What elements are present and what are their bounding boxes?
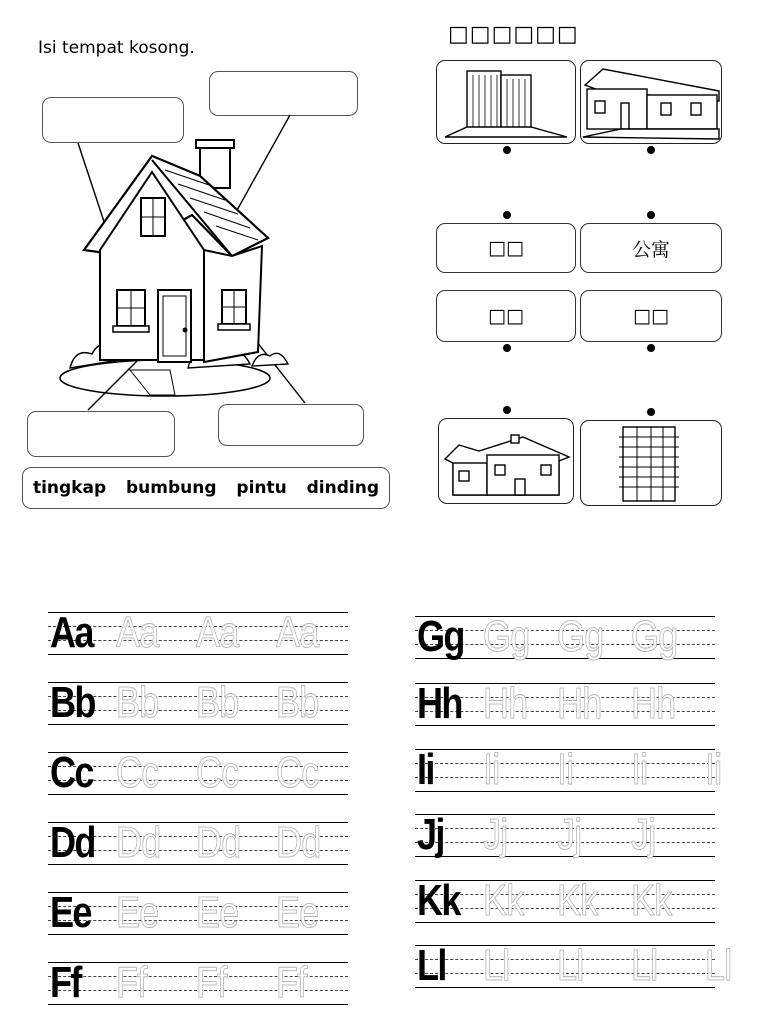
letter-pair: Ii [417, 745, 434, 794]
picture-terrace-house[interactable] [580, 60, 722, 144]
trace-letter: Bb [116, 678, 159, 727]
trace-letter: Ee [196, 888, 239, 937]
match-label[interactable]: □□ [436, 223, 576, 273]
bungalow-icon [439, 419, 573, 503]
letter-pair: Bb [50, 678, 95, 727]
matching-title: □□□□□□ [448, 22, 579, 47]
trace-letter: Aa [276, 608, 319, 657]
trace-letter: Bb [276, 678, 319, 727]
trace-letter: Ff [116, 958, 147, 1007]
match-dot[interactable] [503, 211, 511, 219]
trace-letter: Ee [276, 888, 319, 937]
tracing-row[interactable] [415, 679, 715, 728]
trace-letter: Ii [483, 745, 500, 794]
trace-letter: Ff [196, 958, 227, 1007]
trace-letter: Kk [557, 876, 598, 925]
word-bank-item: tingkap [32, 478, 107, 498]
trace-letter: Ll [705, 941, 732, 990]
letter-pair: Dd [50, 818, 95, 867]
trace-letter: Ii [631, 745, 648, 794]
picture-apartment[interactable] [580, 420, 722, 506]
trace-letter: Ee [116, 888, 159, 937]
instruction-text: Isi tempat kosong. [38, 38, 195, 58]
match-dot[interactable] [647, 408, 655, 416]
tracing-row[interactable] [48, 958, 348, 1007]
match-dot[interactable] [647, 146, 655, 154]
word-bank-item: dinding [306, 478, 380, 498]
trace-letter: Ll [557, 941, 584, 990]
trace-letter: Ff [276, 958, 307, 1007]
trace-letter: Cc [196, 748, 239, 797]
house-illustration [0, 0, 400, 470]
letter-pair: Cc [50, 748, 93, 797]
apartment-icon [581, 421, 721, 505]
letter-pair: Ff [50, 958, 81, 1007]
trace-letter: Ll [631, 941, 658, 990]
trace-letter: Gg [483, 612, 530, 661]
letter-pair: Kk [417, 876, 460, 925]
tracing-row[interactable] [415, 612, 715, 661]
word-bank [22, 467, 390, 509]
trace-letter: Gg [557, 612, 604, 661]
tracing-row[interactable] [48, 608, 348, 657]
picture-bungalow[interactable] [438, 418, 574, 504]
trace-letter: Dd [196, 818, 241, 867]
word-bank-item: pintu [236, 478, 287, 498]
tracing-row[interactable] [48, 748, 348, 797]
letter-pair: Ee [50, 888, 91, 937]
trace-letter: Kk [483, 876, 524, 925]
match-dot[interactable] [503, 406, 511, 414]
tracing-row[interactable] [48, 818, 348, 867]
trace-letter: Ii [705, 745, 722, 794]
trace-letter: Gg [631, 612, 678, 661]
tracing-row[interactable] [415, 941, 732, 990]
tracing-row[interactable] [415, 745, 722, 794]
trace-letter: Hh [557, 679, 602, 728]
letter-pair: Jj [417, 810, 444, 859]
trace-letter: Ll [483, 941, 510, 990]
trace-letter: Bb [196, 678, 239, 727]
match-dot[interactable] [503, 344, 511, 352]
letter-pair: Hh [417, 679, 462, 728]
trace-letter: Hh [483, 679, 528, 728]
trace-letter: Ii [557, 745, 574, 794]
trace-letter: Dd [116, 818, 161, 867]
tracing-row[interactable] [48, 678, 348, 727]
word-bank-item: bumbung [126, 478, 217, 498]
trace-letter: Cc [276, 748, 319, 797]
trace-letter: Hh [631, 679, 676, 728]
office-building-icon [437, 61, 575, 143]
match-dot[interactable] [647, 211, 655, 219]
match-label[interactable]: □□ [580, 290, 722, 342]
letter-pair: Aa [50, 608, 93, 657]
trace-letter: Aa [116, 608, 159, 657]
match-label[interactable]: □□ [436, 290, 576, 342]
tracing-row[interactable] [48, 888, 348, 937]
trace-letter: Kk [631, 876, 672, 925]
trace-letter: Cc [116, 748, 159, 797]
trace-letter: Jj [557, 810, 582, 859]
match-dot[interactable] [503, 146, 511, 154]
trace-letter: Aa [196, 608, 239, 657]
match-label[interactable]: 公寓 [580, 223, 722, 273]
terrace-house-icon [581, 61, 721, 143]
picture-office-building[interactable] [436, 60, 576, 144]
trace-letter: Dd [276, 818, 321, 867]
letter-pair: Gg [417, 612, 464, 661]
tracing-row[interactable] [415, 876, 715, 925]
trace-letter: Jj [483, 810, 508, 859]
trace-letter: Jj [631, 810, 656, 859]
tracing-row[interactable] [415, 810, 715, 859]
letter-pair: Ll [417, 941, 446, 990]
match-dot[interactable] [647, 344, 655, 352]
